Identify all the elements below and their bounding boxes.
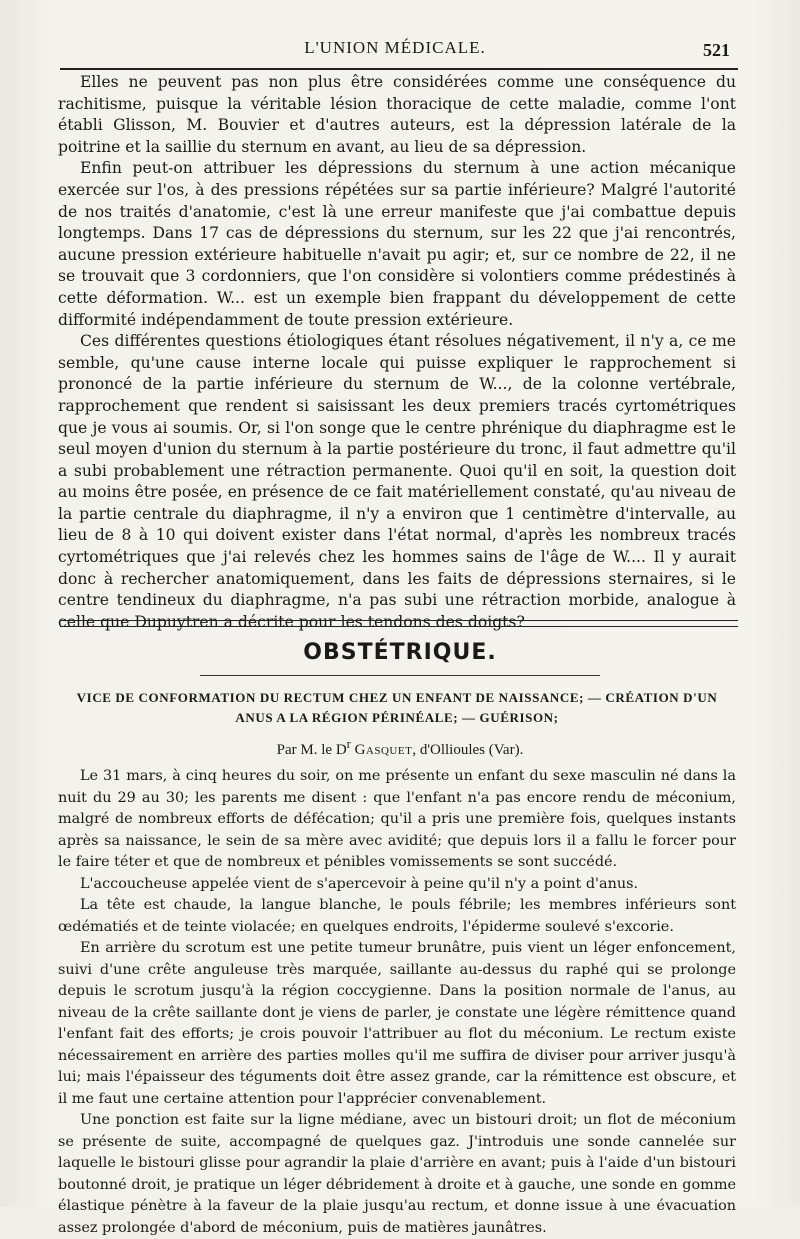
- running-head: [60, 38, 730, 64]
- paragraph: La tête est chaude, la langue blanche, le pouls fébrile; les membres inférieurs sont œdématiés et de teinte violacée; en quelques endroits, l'épiderme soulevé s'excorie.: [58, 897, 736, 935]
- paragraph: Une ponction est faite sur la ligne médiane, avec un bistouri droit; un flot de méconium se présente de suite, accompagné de quelques gaz. J'introduis une sonde cannelée sur laquelle le bistouri glisse pour agrandir la plaie d'arrière en avant; puis à l'aide d'un bistouri boutonné droit, je pratique un léger débridement à droite et à gauche, une sonde en gomme élastique pénètre à la faveur de la plaie jusqu'au rectum, et donne issue à une évacuation assez prolongée d'abord de méconium, puis de matières jaunâtres.: [58, 1112, 736, 1236]
- article-body: [58, 766, 736, 1239]
- page-number: 521: [703, 40, 730, 60]
- paragraph: Elles ne peuvent pas non plus être considérées comme une conséquence du rachitisme, puisque la véritable lésion thoracique de cette maladie, comme l'ont établi Glisson, M. Bouvier et d'autres auteurs, est la dépression latérale de la poitrine et la saillie du sternum en avant, au lieu de sa dépression.: [58, 73, 736, 156]
- byline-prefix: Par M. le D: [276, 742, 347, 758]
- paragraph: Le 31 mars, à cinq heures du soir, on me présente un enfant du sexe masculin né dans la nuit du 29 au 30; les parents me disent : que l'enfant n'a pas encore rendu de méconium, malgré de nombreux efforts de défécation; qu'il a pris une première fois, quelques instants après sa naissance, le sein de sa mère avec avidité; que depuis lors il a fallu le forcer pour le faire téter et que de nombreux et pénibles vomissements se sont succédé.: [58, 768, 736, 870]
- paragraph: L'accoucheuse appelée vient de s'apercevoir à peine qu'il n'y a point d'anus.: [80, 875, 639, 892]
- byline-sup: r: [346, 737, 351, 751]
- heading-underline: [200, 675, 600, 676]
- article-continuation: [58, 72, 736, 633]
- byline: [0, 737, 800, 759]
- paragraph: Ces différentes questions étiologiques étant résolues négativement, il n'y a, ce me semble, qu'une cause interne locale qui puisse expliquer le rapprochement si prononcé de la partie inférieure du sternum de W..., de la colonne vertébrale, rapprochement que rendent si saisissant les deux premiers tracés cyrtométriques que je vous ai soumis. Or, si l'on songe que le centre phrénique du diaphragme est le seul moyen d'union du sternum à la partie postérieure du tronc, il faut admettre qu'il a subi probablement une rétraction permanente. Quoi qu'il en soit, la question doit au moins être posée, en présence de ce fait matériellement constaté, qu'au niveau de la partie centrale du diaphragme, il n'y a environ que 1 centimètre d'intervalle, au lieu de 8 à 10 qui doivent exister dans l'état normal, d'après les nombreux tracés cyrtométriques que j'ai relevés chez les hommes sains de l'âge de W.... Il y aurait donc à rechercher anatomiquement, dans les faits de dépressions sternaires, si le centre tendineux du diaphragme, n'a pas subi une rétraction morbide, analogue à celle que Dupuytren a décrite pour les tendons des doigts?: [58, 332, 736, 631]
- article-title: VICE DE CONFORMATION DU RECTUM CHEZ UN ENFANT DE NAISSANCE; — CRÉATION D'UN ANUS A LA RÉGION PÉRINÉALE; — GUÉRISON;: [76, 690, 718, 725]
- running-title: L'UNION MÉDICALE.: [304, 38, 486, 57]
- section-heading: OBSTÉTRIQUE.: [303, 640, 497, 665]
- byline-suffix: , d'Ollioules (Var).: [412, 742, 524, 758]
- section-divider: [60, 620, 738, 627]
- header-rule: [60, 68, 738, 70]
- paragraph: En arrière du scrotum est une petite tumeur brunâtre, puis vient un léger enfoncement, suivi d'une crête anguleuse très marquée, saillante au-dessus du raphé qui se prolonge depuis le scrotum jusqu'à la région coccygienne. Dans la position normale de l'anus, au niveau de la crête saillante dont je viens de parler, je constate une légère rémittence quand l'enfant fait des efforts; je crois pouvoir l'attribuer au flot du méconium. Le rectum existe nécessairement en arrière des parties molles qu'il me suffira de diviser pour arriver jusqu'à lui; mais l'épaisseur des téguments doit être assez grande, car la rémittence est obscure, et il me faut une certaine attention pour l'apprécier convenablement.: [58, 940, 736, 1107]
- byline-author: Gasquet: [354, 742, 413, 758]
- paragraph: Enfin peut-on attribuer les dépressions du sternum à une action mécanique exercée sur l'os, à des pressions répétées sur sa partie inférieure? Malgré l'autorité de nos traités d'anatomie, c'est là une erreur manifeste que j'ai combattue depuis longtemps. Dans 17 cas de dépressions du sternum, sur les 22 que j'ai rencontrés, aucune pression extérieure habituelle n'avait pu agir; et, sur ce nombre de 22, il ne se trouvait que 3 cordonniers, que l'on considère si volontiers comme prédestinés à cette déformation. W... est un exemple bien frappant du développement de cette difformité indépendamment de toute pression extérieure.: [58, 159, 736, 329]
